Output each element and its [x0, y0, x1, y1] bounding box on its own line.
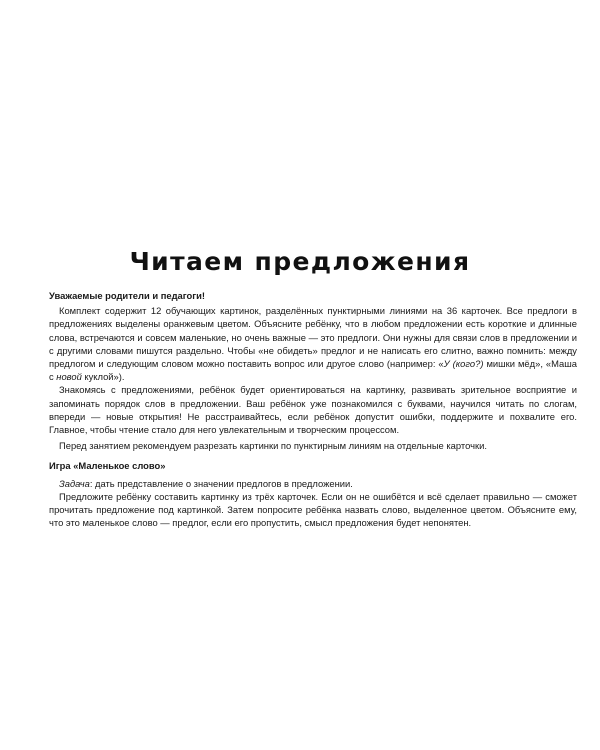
game-heading: Игра «Маленькое слово» [49, 460, 166, 472]
preparation-paragraph: Перед занятием рекомендуем разрезать картинки по пунктирным линиям на отдельные карточки. [59, 440, 487, 452]
example-text: мишки мёд», «Маша с [49, 358, 577, 383]
greeting-heading: Уважаемые родители и педагоги! [49, 290, 206, 301]
intro-text: Комплект содержит 12 обучающих картинок, разделённых пунктирными линиями на 36 карточек. Все предлоги в предложениях выделены оранжевым цветом. Объясните ребёнку, что в любом предложении есть короткие и длинные слова, встречаются и совсем маленькие, но очень важные — это предлоги. Они нужны для связи слов в предложении и с другими словами пишутся раздельно. Чтобы «не обидеть» предлог и не написать его слитно, важно помнить: между предлогом и следующим словом можно поставить вопрос или другое слово (например: « [49, 305, 577, 370]
learning-paragraph: Знакомясь с предложениями, ребёнок будет ориентироваться на картинку, развивать зрительное восприятие и запоминать порядок слов в предложении. Ваш ребёнок уже познакомился с буквами, научился читать по слогам, впереди — новые открытия! Не расстраивайтесь, если ребёнок допустит ошибки, поддержите и похвалите его. Главное, чтобы чтение стало для него увлекательным и творческим процессом. [49, 384, 577, 436]
task-paragraph [49, 477, 577, 490]
text-content [49, 289, 577, 529]
intro-text-end: куклой»). [81, 371, 125, 383]
instructions-paragraph: Предложите ребёнку составить картинку из трёх карточек. Если он не ошибётся и всё сделает правильно — сможет прочитать предложение под картинкой. Затем попросите ребёнка назвать слово, выделенное цветом. Объясните ему, что это маленькое слово — предлог, если его пропустить, смысл предложения будет непонятен. [49, 490, 577, 529]
page-title: Читаем предложения [129, 247, 471, 276]
example-word-2: новой [56, 371, 82, 383]
task-label: Задача [59, 477, 90, 489]
intro-paragraph [49, 304, 577, 383]
task-text: : дать представление о значении предлогов в предложении. [89, 477, 353, 489]
example-question: (кого?) [452, 358, 484, 370]
example-word-1: У [443, 358, 453, 370]
